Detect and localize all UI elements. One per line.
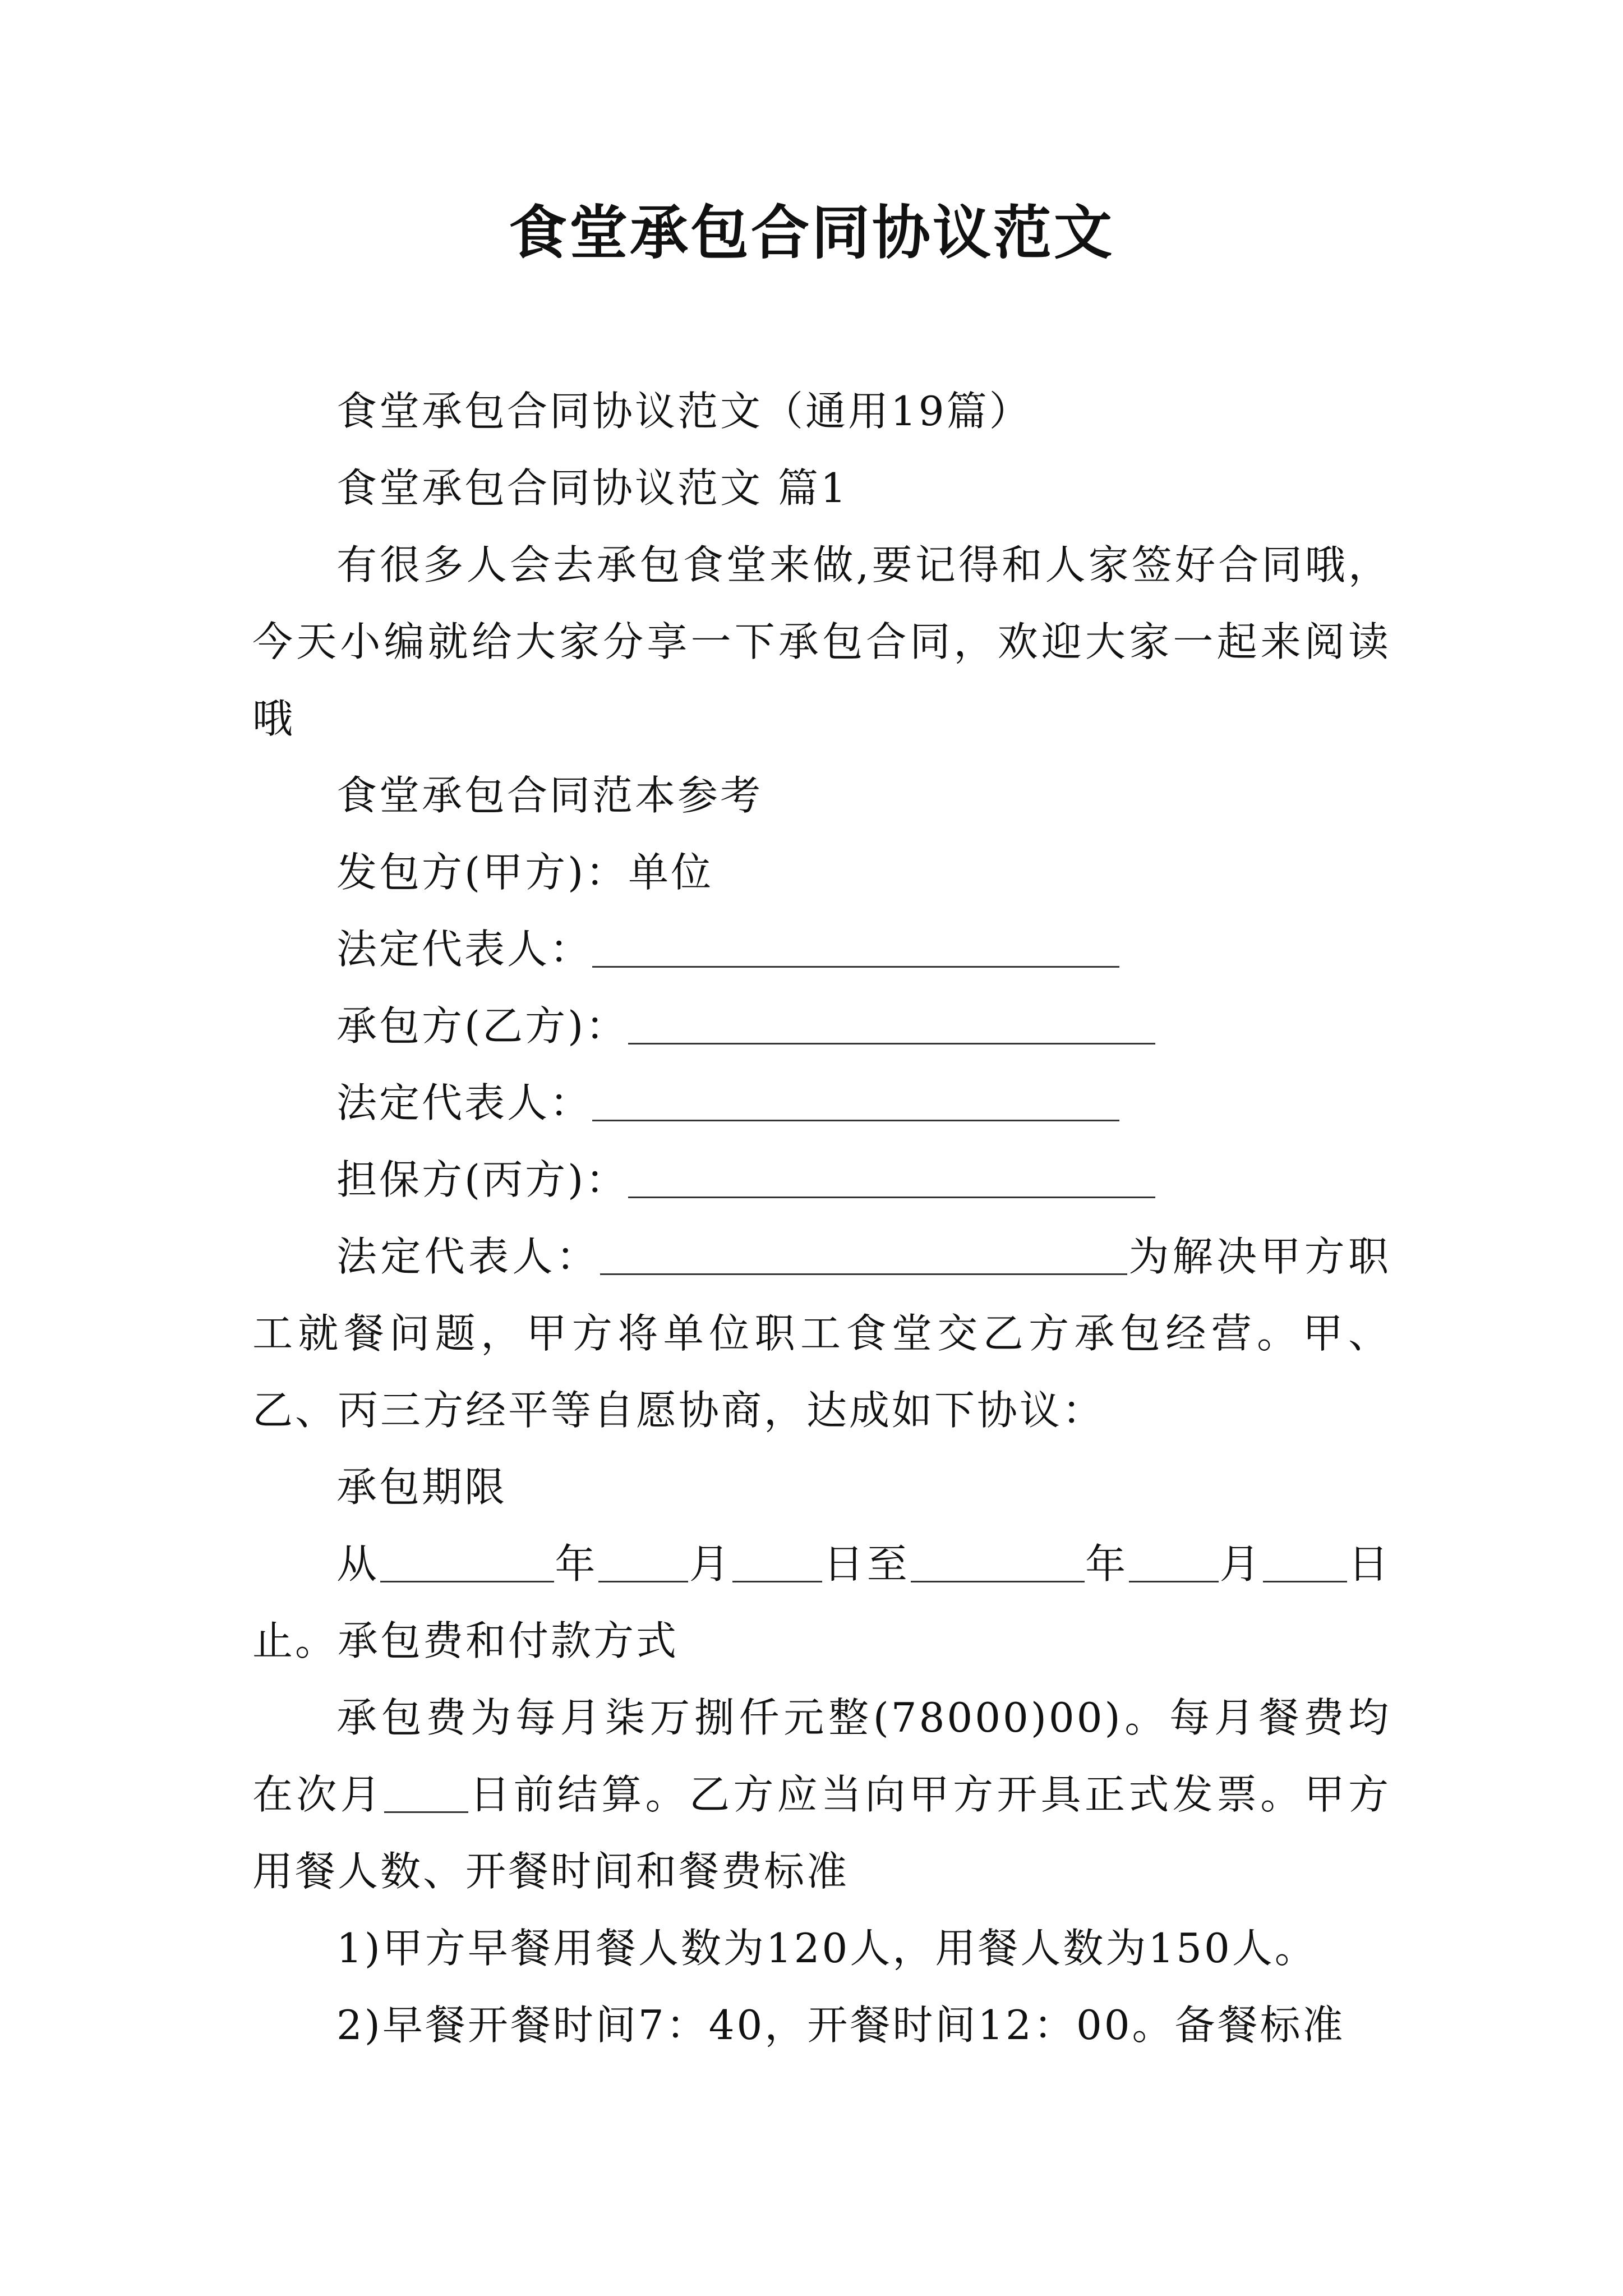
term-year-2: 年 xyxy=(1084,1540,1129,1588)
end-year-blank xyxy=(911,1540,1085,1582)
party-c-label: 担保方(丙方)： xyxy=(336,1156,629,1203)
fee-paragraph xyxy=(252,1680,1391,1910)
end-day-blank xyxy=(1263,1540,1347,1582)
reference-heading: 食堂承包合同范本参考 xyxy=(336,772,763,819)
rep-b-label: 法定代表人： xyxy=(336,1079,593,1126)
agreement-purpose-text: 为解决甲方职工就餐问题，甲方将单位职工食堂交乙方承包经营。甲、乙、丙三方经平等自愿协商，达成如下协议： xyxy=(252,1233,1391,1434)
start-month-blank xyxy=(598,1540,688,1582)
end-month-blank xyxy=(1129,1540,1219,1582)
rep-c-paragraph xyxy=(252,1218,1391,1449)
rep-a-line xyxy=(252,911,1391,988)
party-c-line xyxy=(252,1142,1391,1218)
party-a-line: 发包方(甲方)：单位 xyxy=(336,849,714,896)
list-item-1: 1)甲方早餐用餐人数为120人，用餐人数为150人。 xyxy=(336,1925,1317,1972)
rep-c-label: 法定代表人： xyxy=(336,1233,600,1280)
fee-tail-text: 日前结算。乙方应当向甲方开具正式发票。甲方用餐人数、开餐时间和餐费标准 xyxy=(252,1771,1391,1895)
list-item-2: 2)早餐开餐时间7：40，开餐时间12：00。备餐标准 xyxy=(336,2001,1345,2049)
party-b-line xyxy=(252,988,1391,1065)
document-body xyxy=(252,373,1391,2064)
rep-a-blank xyxy=(592,926,1119,968)
party-c-blank xyxy=(628,1156,1155,1198)
rep-b-blank xyxy=(592,1079,1119,1121)
term-year-1: 年 xyxy=(554,1540,599,1588)
term-heading: 承包期限 xyxy=(336,1464,508,1511)
subtitle-paragraph: 食堂承包合同协议范文（通用19篇） xyxy=(336,388,1032,435)
party-b-label: 承包方(乙方)： xyxy=(336,1002,629,1050)
term-month-2: 月 xyxy=(1218,1540,1264,1588)
fee-head-text: 承包费为每月柒万捌仟元整(78000)00)。每月餐费均在次月 xyxy=(252,1694,1391,1818)
term-day-to: 日至 xyxy=(822,1540,911,1588)
party-b-blank xyxy=(628,1002,1155,1045)
rep-b-line xyxy=(252,1065,1391,1142)
rep-a-label: 法定代表人： xyxy=(336,926,593,973)
term-month-1: 月 xyxy=(688,1540,733,1588)
term-from-text: 从 xyxy=(336,1540,380,1588)
rep-c-blank xyxy=(600,1233,1127,1275)
section-heading: 食堂承包合同协议范文 篇1 xyxy=(336,464,849,512)
start-day-blank xyxy=(732,1540,822,1582)
settlement-day-blank xyxy=(384,1771,468,1813)
document-title: 食堂承包合同协议范文 xyxy=(508,198,1114,267)
term-day-end: 日止。承包费和付款方式 xyxy=(252,1540,1391,1664)
term-paragraph xyxy=(252,1526,1391,1680)
start-year-blank xyxy=(380,1540,554,1582)
intro-paragraph: 有很多人会去承包食堂来做,要记得和人家签好合同哦，今天小编就给大家分享一下承包合同，欢迎大家一起来阅读哦 xyxy=(252,541,1391,742)
